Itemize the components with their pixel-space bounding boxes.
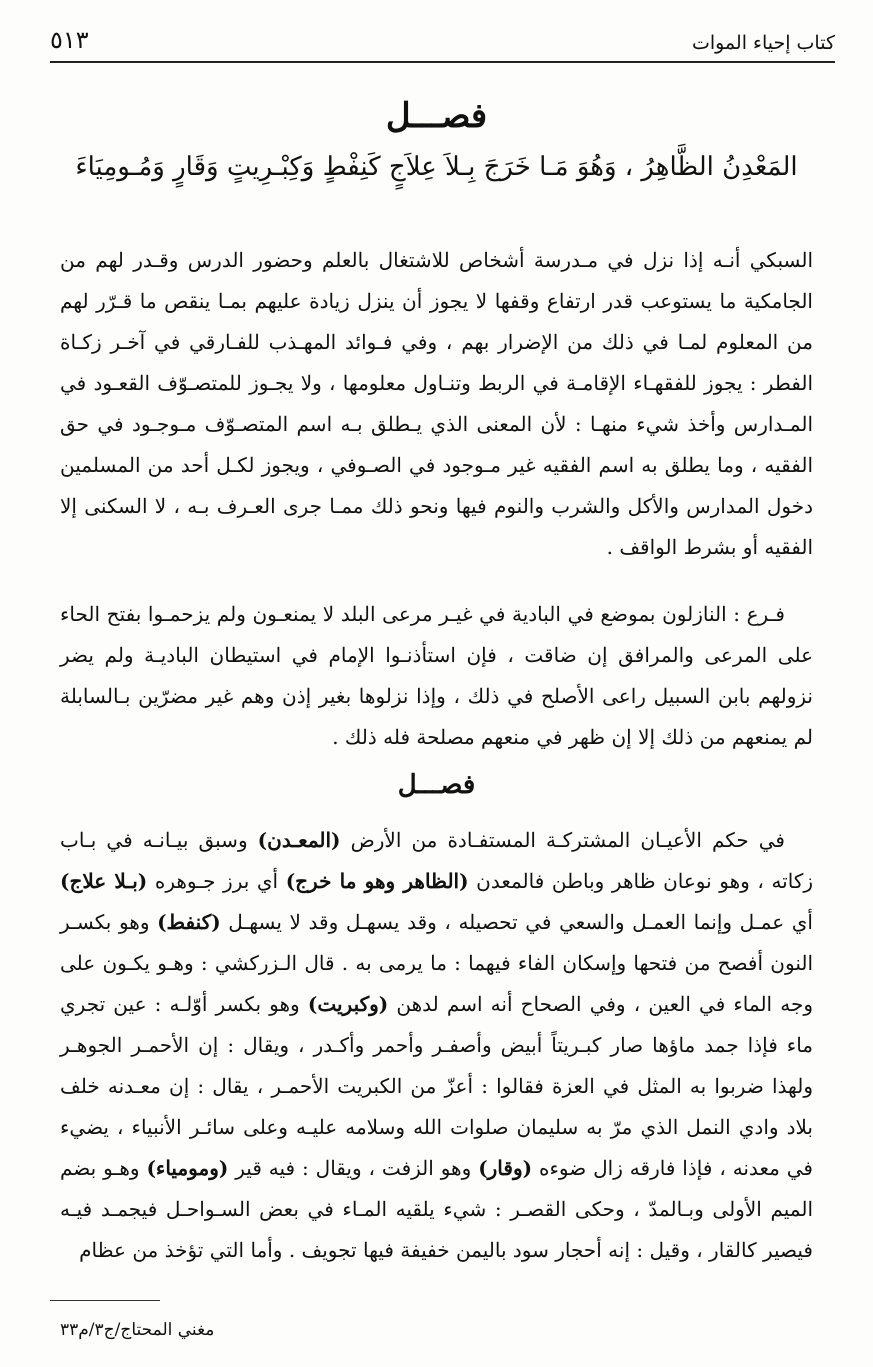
matn-quote: (كنفط) — [157, 910, 221, 934]
page-number: ٥١٣ — [50, 26, 89, 54]
far-paragraph: فـرع : النازلون بموضع في البادية في غيـر مرعى البلد لا يمنعـون ولم يزحمـوا بفتح الحاء على المرعى والمرافق إن ضاقت ، فإن استأذنـوا الإمام في استيطان الباديـة ولم يضر نزولهم بابن السبيل راعى الأصلح في ذلك ، وإذا نزلوها بغير إذن وهم غير مضرّين بـالسابلة لم يمنعهم من ذلك إلا إن ظهر في منعهم مصلحة فله ذلك . — [60, 602, 814, 749]
printer-signature: مغني المحتاج/ج٣/م٣٣ — [60, 1320, 215, 1340]
section-heading: فصـــل — [385, 96, 488, 136]
text-run: وسبق بيـانـه في بـاب زكاته ، وهو نوعان ظاهر وباطن فالمعدن — [60, 828, 814, 893]
matn-quote: (المعـدن) — [257, 828, 341, 852]
text-run: أي برز جـوهره — [147, 869, 286, 893]
matn-quote: (بـلا علاج) — [60, 869, 148, 893]
text-run: في حكم الأعيـان المشتركـة المستفـادة من الأرض — [340, 828, 785, 852]
matn-quote: (وقار) — [478, 1156, 533, 1180]
commentary-paragraph-2 — [60, 820, 813, 1271]
matn-quote: (ومومياء) — [146, 1156, 229, 1180]
text-run: وهو بكسـر النون أفصح من فتحها وإسكان الفاء فيهما : ما يرمى به . قال الـزركشي : وهـو يكـون على وجه الماء في العين ، وفي الصحاح أنه اسم لدهن — [60, 910, 814, 1016]
section-heading-2: فصـــل — [397, 770, 476, 800]
footer-rule — [50, 1300, 160, 1301]
matn-quote: (الظاهر وهو ما خرج) — [285, 869, 469, 893]
matn-text: المَعْدِنُ الظَّاهِرُ ، وَهُوَ مَـا خَرَجَ بِـلاَ عِلاَجٍ كَنِفْطٍ وَكِبْـرِيتٍ وَقَارٍ وَمُـومِيَاءَ — [75, 152, 798, 182]
running-title: كتاب إحياء الموات — [691, 32, 835, 54]
matn-quote: (وكبريت) — [307, 992, 389, 1016]
header-rule — [50, 61, 835, 63]
text-run: وهو بكسر أوّلـه : عين تجري ماء فإذا جمد ماؤها صار كبـريتاً أبيض وأصفـر وأحمر وأكـدر ، ويقال : إن الأحمـر الجوهـر ولهذا ضربوا به المثل في العزة فقالوا : أعزّ من الكبريت الأحمـر ، يقال : إن معـدنه خلف بلاد وادي النمل الذي مرّ به سليمان صلوات الله وسلامه عليـه وعلى سائـر الأنبياء ، يضيء في معدنه ، فإذا فارقه زال ضوءه — [60, 992, 813, 1180]
text-run: وهو الزفت ، ويقال : فيه قير — [228, 1156, 479, 1180]
text-run: أي عمـل وإنما العمـل والسعي في تحصيله ، وقد يسهـل وقد لا يسهـل — [220, 910, 813, 934]
commentary-paragraph: السبكي أنـه إذا نزل في مـدرسة أشخاص للاشتغال بالعلم وحضور الدرس وقـدر لهم من الجامكية ما يستوعب قدر ارتفاع وقفها لا يجوز أن ينزل زيادة عليهم بمـا ينقص ما قـرّر لهم من المعلوم لمـا في ذلك من الإضرار بهم ، وفي فـوائد المهـذب للفـارقي في آخـر زكـاة الفطر : يجوز للفقهـاء الإقامـة في الربط وتنـاول معلومها ، ولا يجـوز للمتصـوّف القعـود في المـدارس وأخذ شيء منهـا : لأن المعنى الذي يـطلق بـه اسم المتصـوّف مـوجـود في حق الفقيه ، وما يطلق به اسم الفقيه غير مـوجود في الصـوفي ، ويجوز لكـل أحد من المسلمين دخول المدارس والأكل والشرب والنوم فيها ونحو ذلك ممـا جرى العـرف بـه ، لا السكنى إلا الفقيه أو بشرط الواقف . — [60, 248, 813, 559]
text-run: وهـو بضم الميم الأولى وبـالمدّ ، وحكى القصـر : شيء يلقيه المـاء في بعض السـواحـل فيجمـد فيـه فيصير كالقار ، وقيل : إنه أحجار سود باليمن خفيفة فيها تجويف . وأما التي تؤخذ من عظام — [60, 1156, 813, 1262]
page-header — [50, 20, 835, 62]
